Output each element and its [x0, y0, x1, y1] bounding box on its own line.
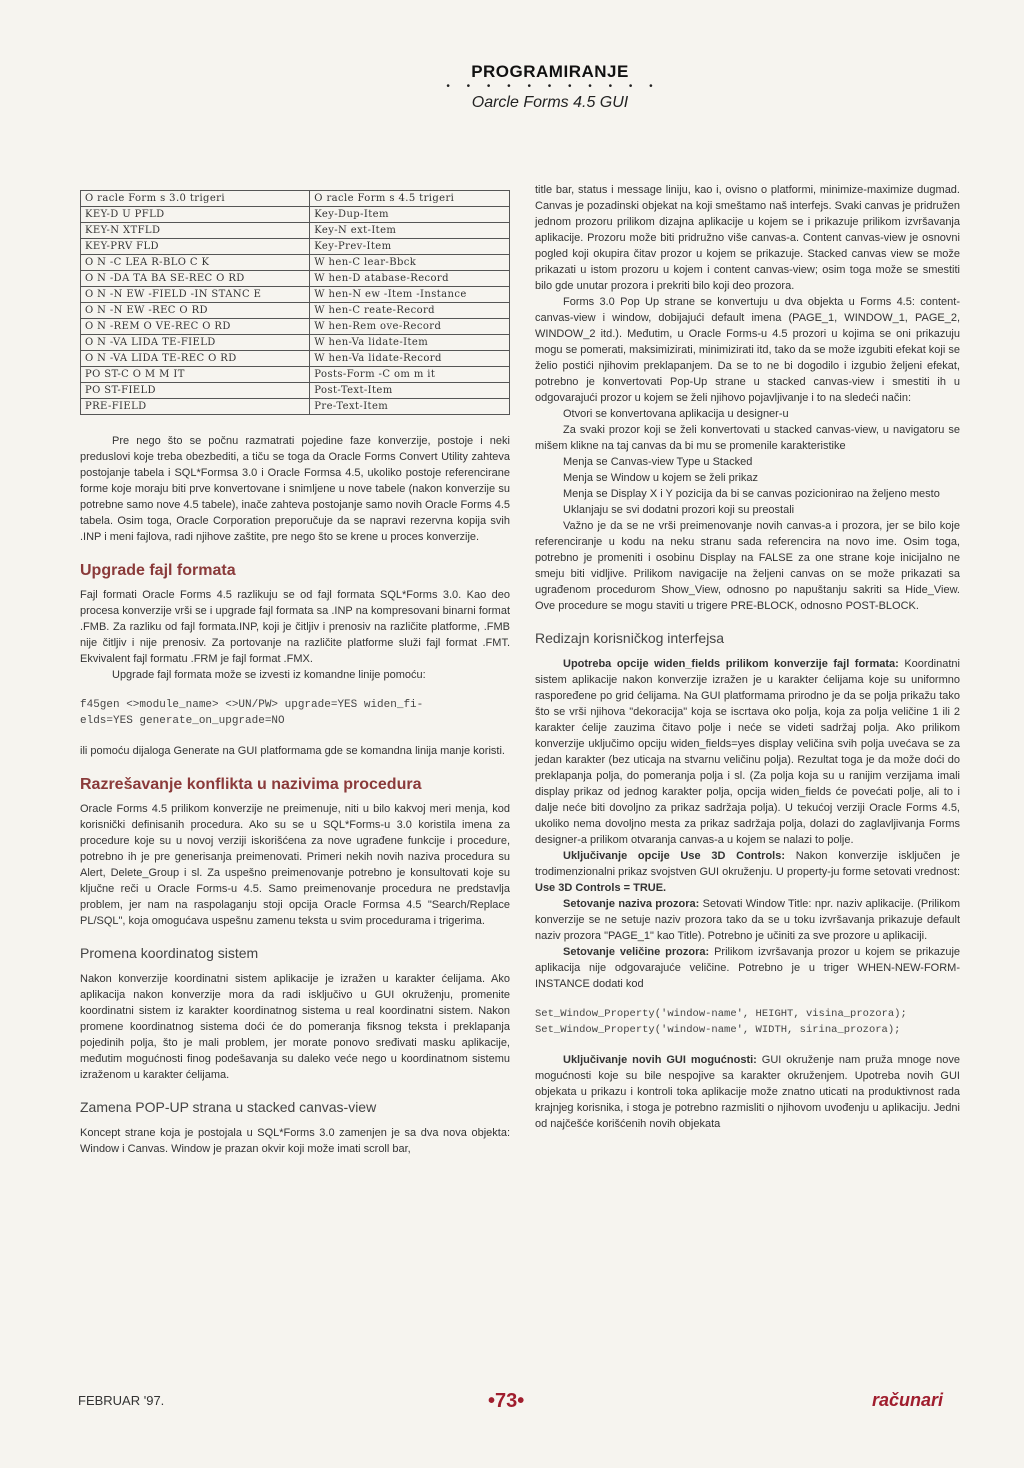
- step-display: Menja se Display X i Y pozicija da bi se canvas pozicionirao na željeno mesto: [563, 488, 940, 500]
- table-row: [81, 271, 510, 287]
- left-column: [80, 190, 510, 1157]
- widen-fields-label: Upotreba opcije widen_fields prilikom konverzije fajl formata:: [563, 658, 899, 670]
- forms30-trigger-cell: KEY-PRV FLD: [81, 239, 310, 255]
- forms30-trigger-cell: PRE-FIELD: [81, 399, 310, 415]
- table-row: [81, 383, 510, 399]
- trigger-table: [80, 190, 510, 415]
- table-row: [81, 351, 510, 367]
- forms30-trigger-cell: O N -N EW -FIELD -IN STANC E: [81, 287, 310, 303]
- page-header: [400, 62, 700, 112]
- generate-dialog-paragraph: ili pomoću dijaloga Generate na GUI platformama gde se komandna linija manje koristi.: [80, 745, 505, 757]
- step-window: Menja se Window u kojem se želi prikaz: [563, 472, 759, 484]
- step-select-canvas: Za svaki prozor koji se želi konvertovati u stacked canvas-view, u navigatoru se mišem klikne na taj canvas da bi mu se promenile karakteristike: [535, 424, 960, 452]
- 3d-controls-label: Uključivanje opcije Use 3D Controls:: [563, 850, 786, 862]
- window-canvas-paragraph: title bar, status i message liniju, kao i, ovisno o platformi, minimize-maximize dugmad. Canvas je pozadinski objekat na koji smeštamo naš interfejs. Svaki canvas je pridružen jednom prozoru prilikom dizajna aplikacije u kojem se i prikazuje prilikom izvršavanja aplikacije. Prozoru može biti pridružno više canvas-a. Content canvas-view je osnovni pogled koji okupira čitav prozor u kojem se prikazuje. Stacked canvas view se može prikazati u istom prozoru u kojem i content canvas-view; osim toga može se smestiti bilo gde unutar prozora i prekriti bilo koji deo prozora.: [535, 184, 960, 292]
- table-row: [81, 335, 510, 351]
- window-size-paragraph: Setovanje veličine prozora: Prilikom izvršavanja prozor u kojem se prikazuje aplikacija nije odgovarajuće veličine. Potrebno je u triger WHEN-NEW-FORM-INSTANCE dodati kod: [535, 946, 961, 990]
- coordinates-paragraph: Nakon konverzije koordinatni sistem aplikacije je izražen u karakter ćelijama. Ako aplikacija nakon konverzije mora da radi isključivo u GUI okruženju, promenite koordinatni sistem iz karakter koordinatnog sistema u real koordinatni sistem. Nakon promene koordinatnog sistema doći će do pomeranja fiksnog teksta i preklapanja pojedinih polja, što je mali problem, jer morate ponovo sređivati masku aplikacije, međutim mogućnosti finog podešavanja su daleko veće nego u koordinatnom sistemu izraženom u karakter ćelijama.: [80, 973, 510, 1081]
- forms45-trigger-cell: W hen-C reate-Record: [310, 303, 510, 319]
- table-row: [81, 191, 510, 207]
- forms30-trigger-cell: O N -VA LIDA TE-REC O RD: [81, 351, 310, 367]
- table-row: [81, 399, 510, 415]
- table-row: [81, 207, 510, 223]
- step-type: Menja se Canvas-view Type u Stacked: [563, 456, 753, 468]
- forms30-trigger-cell: O N -N EW -REC O RD: [81, 303, 310, 319]
- heading-redesign: Redizajn korisničkog interfejsa: [535, 630, 725, 646]
- upgrade-command-intro: Upgrade fajl formata može se izvesti iz komandne linije pomoću:: [112, 669, 426, 681]
- forms45-trigger-cell: W hen-Va lidate-Record: [310, 351, 510, 367]
- table-row: [81, 287, 510, 303]
- article-subtitle: Oarcle Forms 4.5 GUI: [471, 94, 629, 111]
- forms45-trigger-cell: Key-Dup-Item: [310, 207, 510, 223]
- gui-features-label: Uključivanje novih GUI mogućnosti:: [563, 1054, 757, 1066]
- forms45-trigger-cell: W hen-N ew -Item -Instance: [310, 287, 510, 303]
- page-number: •73•: [488, 1390, 525, 1412]
- table-row: [81, 255, 510, 271]
- heading-popup: Zamena POP-UP strana u stacked canvas-view: [80, 1099, 377, 1115]
- forms30-trigger-cell: O N -DA TA BA SE-REC O RD: [81, 271, 310, 287]
- popup-conversion-paragraph: Forms 3.0 Pop Up strane se konvertuju u dva objekta u Forms 4.5: content-canvas-view i window, dobijajući default imena (PAGE_1, WINDOW_1, PAGE_2, WINDOW_2 itd.). Međutim, u Oracle Forms-u 4.5 prozori u kojima se oni prikazuju mogu se pomerati, maksimizirati, minimizirati itd, tako da se može izgubiti efekat koji se želio postići njihovim preklapanjem. Da se to ne bi dogodilo i izgubio željeni efekat, potrebno je konvertovati Pop-Up strane u stacked canvas-view i smestiti ih u odgovarajući prozor u kojem se želi njihovo pojavljivanje i to na sledeći način:: [535, 296, 960, 404]
- table-row: [81, 319, 510, 335]
- forms30-trigger-cell: O N -REM O VE-REC O RD: [81, 319, 310, 335]
- step-remove: Uklanjaju se svi dodatni prozori koji su preostali: [563, 504, 795, 516]
- upgrade-paragraph: Fajl formati Oracle Forms 4.5 razlikuju se od fajl formata SQL*Forms 3.0. Kao deo procesa konverzije vrši se i upgrade fajl formata sa .INP na kompresovani binarni format .FMB. Za razliku od fajl formata.INP, koji je čitljiv i prenosiv na različite platforme, .FMB nije čitljiv i nije prenosiv. Za portovanje na različite platforme služi fajl format .FMT. Ekvivalent fajl formatu .FRM je fajl format .FMX.: [80, 589, 510, 665]
- forms45-trigger-cell: Pre-Text-Item: [310, 399, 510, 415]
- header-dots: • • • • • • • • • • •: [446, 81, 660, 92]
- forms45-trigger-cell: W hen-Rem ove-Record: [310, 319, 510, 335]
- forms45-trigger-cell: Key-N ext-Item: [310, 223, 510, 239]
- gui-features-paragraph: Uključivanje novih GUI mogućnosti: GUI okruženje nam pruža mnoge nove mogućnosti koje su bile nespojive sa karakter okruženjem. Upotreba novih GUI objekata u prikazu i kontroli toka aplikacije može znatno uticati na produktivnost rada krajnjeg korisnika, i stoga je potrebno razmisliti o njihovom uvođenju u aplikaciju. Jedni od najčešće korišćenih novih objekata: [535, 1054, 961, 1130]
- window-size-label: Setovanje veličine prozora:: [563, 946, 710, 958]
- forms30-trigger-cell: O N -C LEA R-BLO C K: [81, 255, 310, 271]
- f45gen-command: f45gen <>module_name> <>UN/PW> upgrade=YES widen_fi- elds=YES generate_on_upgrade=NO: [80, 699, 424, 727]
- forms30-trigger-cell: O N -VA LIDA TE-FIELD: [81, 335, 310, 351]
- step-open: Otvori se konvertovana aplikacija u designer-u: [563, 408, 789, 420]
- forms45-trigger-cell: Post-Text-Item: [310, 383, 510, 399]
- table-row: [81, 223, 510, 239]
- table-row: [81, 239, 510, 255]
- table-row: [81, 303, 510, 319]
- right-column: [535, 182, 960, 1132]
- forms30-trigger-cell: PO ST-FIELD: [81, 383, 310, 399]
- forms30-trigger-cell: PO ST-C O M M IT: [81, 367, 310, 383]
- heading-coordinates: Promena koordinatog sistem: [80, 945, 259, 961]
- rename-paragraph: Važno je da se ne vrši preimenovanje novih canvas-a i prozora, jer se bilo koje referenciranje u kodu na neku stranu sada referencira na novo ime. Osim toga, potrebno je promeniti i osobinu Display na FALSE za one strane koje inicijalno ne smeju biti vidljive. Prilikom navigacije na željeni canvas on se može prikazati sa ugrađenom procedurom Show_View, odnosno po napuštanju sakriti sa Hide_View. Ove procedure se mogu staviti u trigere PRE-BLOCK, odnosno POST-BLOCK.: [535, 520, 960, 612]
- forms30-trigger-cell: O racle Form s 3.0 trigeri: [81, 191, 310, 207]
- window-title-paragraph: Setovanje naziva prozora: Setovati Window Title: npr. naziv aplikacije. (Prilikom konverzije se ne setuje naziv prozora tako da se u toku izvršavanja prikazuje default naziv prozora "PAGE_1" kao Title). Potrebno je učiniti za sve prozore u aplikaciji.: [535, 898, 960, 942]
- footer-date: FEBRUAR '97.: [78, 1393, 165, 1408]
- widen-fields-paragraph: Upotreba opcije widen_fields prilikom konverzije fajl formata: Koordinatni sistem aplikacije nakon konverzije izražen je u karakter ćelijama koje su uniformno raspoređene po grid ćelijama. Na GUI platformama prirodno je da se polja prikažu tako što se vrši njihova "dekoracija" koja se iscrtava oko polja, koja za polja veličine 1 ili 2 karakter ćelije zauzima čitavo polje i neće se videti sadržaj polja. Ako prilikom konverzije uključimo opciju widen_fields=yes display veličina svih polja uvećava se za jedan karakter (bez uticaja na stvarnu veličinu polja). Rezultat toga je da može doći do preklapanja polja, do pomeranja polja i sl. (Za polja koja su u ranijim verzijama imali display prikaz od jednog karakter polja, opcija widen_fields će povećati polje, ali to i dalje neće biti dovoljno za prikaz sadržaja polja). U tekućoj verziji Oracle Forms 4.5, ukoliko nema dovoljno mesta za prikaz sadržaja polja, dolazi do zaglavljivanja Forms designer-a prilikom otvaranja canvas-a u kojem se nalazi to polje.: [535, 658, 960, 846]
- conflicts-paragraph: Oracle Forms 4.5 prilikom konverzije ne preimenuje, niti u bilo kakvoj meri menja, kod korisnički definisanih procedura. Ako su se u SQL*Forms-u 3.0 koristila imena za procedure koje su u novoj verziji iskorišćena za nove ugrađene funkcije i procedure, potrebno ih je pre generisanja preimenovati. Primeri nekih novih naziva procedura su Alert, Delete_Group i sl. Za uspešno preimenovanje potrebno je konsultovati koje su ključne reči u Oracle Forms-u 4.5. Samo preimenovanje procedura ne predstavlja problem, jer nam na raspolaganju stoji opcija Oracle Formsa 4.5 "Search/Replace PL/SQL", koja omogućava uspešnu zamenu teksta u svim procedurama i trigerima.: [80, 803, 510, 927]
- heading-upgrade: Upgrade fajl formata: [80, 562, 236, 579]
- forms45-trigger-cell: O racle Form s 4.5 trigeri: [310, 191, 510, 207]
- window-title-label: Setovanje naziva prozora:: [563, 898, 700, 910]
- forms45-trigger-cell: Posts-Form -C om m it: [310, 367, 510, 383]
- set-window-property-code: Set_Window_Property('window-name', HEIGHT, visina_prozora); Set_Window_Property('window-name', WIDTH, sirina_prozora);: [535, 1008, 907, 1036]
- forms45-trigger-cell: W hen-C lear-Bbck: [310, 255, 510, 271]
- table-row: [81, 367, 510, 383]
- forms45-trigger-cell: W hen-Va lidate-Item: [310, 335, 510, 351]
- intro-paragraph: Pre nego što se počnu razmatrati pojedine faze konverzije, postoje i neki preduslovi koje treba obezbediti, a tiču se toga da Oracle Forms Convert Utility zahteva postojanje tabela i SQL*Formsa 3.0 i Oracle Formsa 4.5, ukoliko postoje referencirane forme koje moraju biti prve konvertovane i snimljene u nove tabele (nakon konverzije su potrebne samo nove 4.5 tabele), inače zahteva postojanje samo novih Oracle Forms 4.5 tabela. Osim toga, Oracle Corporation preporučuje da se napravi rezervna kopija svih .INP i meni fajlova, radi njihove zaštite, pre nego što se krene u proces konverzije.: [80, 435, 510, 543]
- forms45-trigger-cell: Key-Prev-Item: [310, 239, 510, 255]
- forms45-trigger-cell: W hen-D atabase-Record: [310, 271, 510, 287]
- 3d-controls-paragraph: Uključivanje opcije Use 3D Controls: Nakon konverzije isključen je trodimenzionalni prikaz svojstven GUI okruženju. U property-ju forme setovati vrednost: Use 3D Controls = TRUE.: [535, 850, 960, 894]
- forms30-trigger-cell: KEY-D U PFLD: [81, 207, 310, 223]
- forms30-trigger-cell: KEY-N XTFLD: [81, 223, 310, 239]
- magazine-logo: računari: [872, 1390, 944, 1410]
- popup-paragraph: Koncept strane koja je postojala u SQL*Forms 3.0 zamenjen je sa dva nova objekta: Window i Canvas. Window je prazan okvir koji može imati scroll bar,: [80, 1127, 510, 1155]
- section-title: PROGRAMIRANJE: [471, 62, 629, 81]
- heading-conflicts: Razrešavanje konflikta u nazivima procedura: [80, 776, 422, 793]
